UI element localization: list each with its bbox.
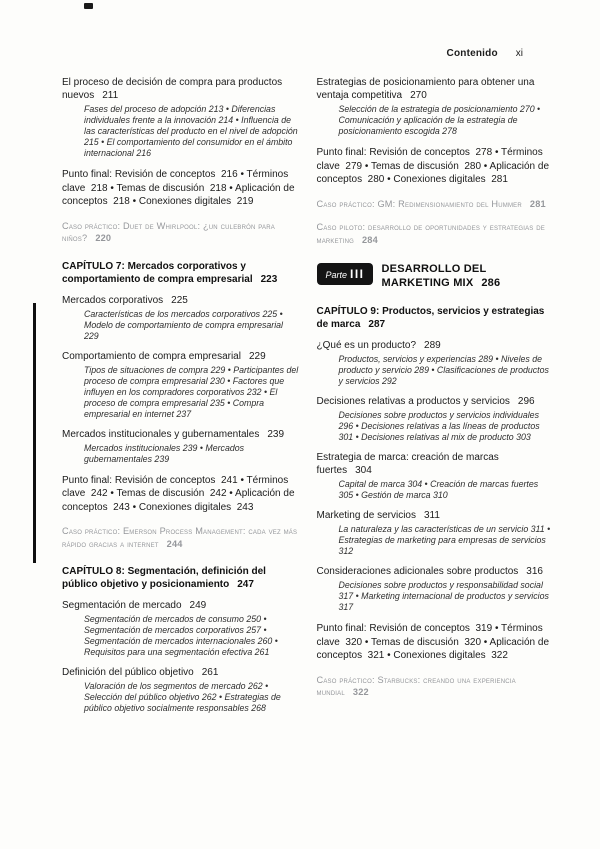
column-left xyxy=(62,76,300,714)
toc-entry-text: ¿Qué es un producto? xyxy=(316,340,417,351)
chapter-title: Segmentación, definición del público objetivo y posicionamiento xyxy=(62,566,266,590)
toc-entry-text: Mercados corporativos xyxy=(62,294,164,306)
toc-entry-page: 211 xyxy=(102,90,119,101)
toc-subentries: Segmentación de mercados de consumo 250 • Segmentación de mercados corporativos 257 • Segmentación de mercados internacionales 260 • Requisitos para una segmentación efectiva 261 xyxy=(84,614,278,657)
page-header xyxy=(447,48,523,59)
toc-entry-page: 316 xyxy=(526,566,543,577)
chapter-label: CAPÍTULO 7: xyxy=(62,260,128,272)
toc-endmatter: Punto final: Revisión de conceptos 319 • Términos clave 320 • Temas de discusión 320 • Aplicación de conceptos 321 • Conexiones digitales 322 xyxy=(316,623,550,661)
toc-entry-text: Comportamiento de compra empresarial xyxy=(62,350,241,362)
toc-entry xyxy=(317,339,555,352)
chapter-label: CAPÍTULO 8: xyxy=(62,566,128,577)
part-divider xyxy=(317,262,555,290)
toc-entry-page: 270 xyxy=(410,90,427,101)
toc-endmatter: Punto final: Revisión de conceptos 278 • Términos clave 279 • Temas de discusión 280 • Aplicación de conceptos 280 • Conexiones digitales 281 xyxy=(316,147,550,185)
toc-case-page: 281 xyxy=(529,198,546,209)
header-title: Contenido xyxy=(446,48,498,59)
chapter-page: 223 xyxy=(260,273,278,285)
toc-subentries: Productos, servicios y experiencias 289 • Niveles de producto y servicio 289 • Clasificaciones de productos y servicios 292 xyxy=(338,354,549,386)
toc-entry xyxy=(62,428,300,441)
toc-entry xyxy=(62,294,300,307)
toc-entry-page: 261 xyxy=(201,667,219,678)
toc-entry-text: Decisiones relativas a productos y servicios xyxy=(316,396,510,407)
toc-chapter-heading xyxy=(62,260,300,286)
toc-entry-text: Mercados institucionales y gubernamentales xyxy=(62,428,260,440)
toc-case-text: Caso práctico: GM: Redimensionamiento del Hummer xyxy=(316,198,522,209)
toc-entry-text: Estrategia de marca: creación de marcas fuertes xyxy=(316,452,499,476)
toc-case-page: 244 xyxy=(166,538,183,549)
scan-artifact-line xyxy=(33,303,36,563)
toc-subentries: Decisiones sobre productos y servicios individuales 296 • Decisiones relativas a las líneas de productos 301 • Decisiones relativas al mix de producto 303 xyxy=(338,410,540,442)
toc-case-text: Caso práctico: Emerson Process Management: cada vez más rápido gracias a internet xyxy=(62,526,298,549)
toc-chapter-heading xyxy=(62,565,300,591)
toc-entry xyxy=(317,451,555,477)
toc-subentries: Capital de marca 304 • Creación de marcas fuertes 305 • Gestión de marca 310 xyxy=(338,479,539,500)
toc-entry-text: Segmentación de mercado xyxy=(62,600,182,611)
toc-subentries: Decisiones sobre productos y responsabilidad social 317 • Marketing internacional de productos y servicios 317 xyxy=(338,580,549,612)
chapter-page: 247 xyxy=(237,579,254,590)
toc-case-text: Caso práctico: Starbucks: creando una experiencia mundial xyxy=(316,674,516,697)
chapter-page: 287 xyxy=(368,319,386,330)
toc-subentries: Fases del proceso de adopción 213 • Diferencias individuales frente a la innovación 214 • Influencia de las características del producto en el nivel de adopción 215 • El comportamiento del consumidor en el ámbito internacional 216 xyxy=(84,104,298,158)
toc-entry xyxy=(62,350,300,363)
toc-subentries: La naturaleza y las características de un servicio 311 • Estrategias de marketing para empresas de servicios 312 xyxy=(338,524,551,556)
toc-entry xyxy=(317,509,555,522)
toc-entry-text: Consideraciones adicionales sobre productos xyxy=(316,566,519,577)
toc-case-page: 220 xyxy=(95,233,112,243)
toc-endmatter: Punto final: Revisión de conceptos 241 • Términos clave 242 • Temas de discusión 242 • Aplicación de conceptos 243 • Conexiones digitales 243 xyxy=(62,474,295,513)
toc-entry-text: Estrategias de posicionamiento para obtener una ventaja competitiva xyxy=(316,77,535,101)
toc-endmatter: Punto final: Revisión de conceptos 216 • Términos clave 218 • Temas de discusión 218 • Aplicación de conceptos 218 • Conexiones digitales 219 xyxy=(62,169,295,207)
toc-subentries: Valoración de los segmentos de mercado 262 • Selección del público objetivo 262 • Estrategias de público objetivo socialmente responsables 268 xyxy=(84,681,281,713)
scan-artifact-mark xyxy=(84,3,93,9)
toc-entry-page: 249 xyxy=(189,600,207,611)
toc-case xyxy=(62,525,300,550)
chapter-label: CAPÍTULO 9: xyxy=(316,306,383,317)
part-badge-numeral: III xyxy=(350,267,365,281)
toc-entry xyxy=(62,666,300,679)
header-page-number: xi xyxy=(515,48,523,59)
toc-entry-page: 311 xyxy=(423,510,440,521)
toc-entry xyxy=(62,76,300,102)
toc-entry-page: 239 xyxy=(267,428,285,440)
toc-subentries: Características de los mercados corporativos 225 • Modelo de comportamiento de compra empresarial 229 xyxy=(84,308,284,341)
toc-entry-page: 304 xyxy=(355,465,372,476)
part-title xyxy=(382,262,554,290)
toc-entry xyxy=(317,76,555,102)
toc-entry xyxy=(62,599,300,612)
toc-subentries: Selección de la estrategia de posicionamiento 270 • Comunicación y aplicación de la estrategia de posicionamiento escogida 278 xyxy=(338,104,541,136)
toc-columns xyxy=(62,76,554,714)
toc-entry-page: 229 xyxy=(248,350,266,362)
toc-case-text: Caso piloto: desarrollo de oportunidades y estrategias de marketing xyxy=(316,222,546,245)
column-right xyxy=(317,76,555,714)
toc-case-page: 322 xyxy=(352,687,369,697)
toc-entry-page: 296 xyxy=(517,396,535,407)
toc-case xyxy=(317,674,555,699)
toc-chapter-heading xyxy=(317,305,555,331)
toc-case xyxy=(62,220,300,245)
toc-entry-page: 225 xyxy=(171,294,188,306)
toc-entry xyxy=(317,395,555,408)
toc-subentries: Mercados institucionales 239 • Mercados gubernamentales 239 xyxy=(84,442,245,464)
chapter-title: Productos, servicios y estrategias de marca xyxy=(316,306,545,330)
toc-case-page: 284 xyxy=(361,234,378,245)
part-badge-word: Parte xyxy=(325,270,348,280)
toc-case xyxy=(317,198,555,211)
toc-entry xyxy=(317,565,555,578)
toc-entry-text: Definición del público objetivo xyxy=(62,667,194,678)
part-page: 286 xyxy=(481,277,501,289)
toc-case xyxy=(317,221,555,246)
toc-entry-page: 289 xyxy=(424,340,441,351)
toc-subentries: Tipos de situaciones de compra 229 • Participantes del proceso de compra empresarial 230 • Factores que influyen en los compradores corporativos 232 • El proceso de compra empresarial 235 • Compra empresarial en internet 237 xyxy=(84,364,299,419)
chapter-title: Mercados corporativos y comportamiento de compra empresarial xyxy=(62,260,253,285)
toc-case-text: Caso práctico: Duet de Whirlpool: ¿un culebrón para niños? xyxy=(62,220,275,243)
part-badge xyxy=(317,263,373,285)
part-title-text: DESARROLLO DEL MARKETING MIX xyxy=(381,263,487,289)
toc-entry-text: Marketing de servicios xyxy=(316,510,416,521)
toc-entry-text: El proceso de decisión de compra para productos nuevos xyxy=(62,77,283,101)
